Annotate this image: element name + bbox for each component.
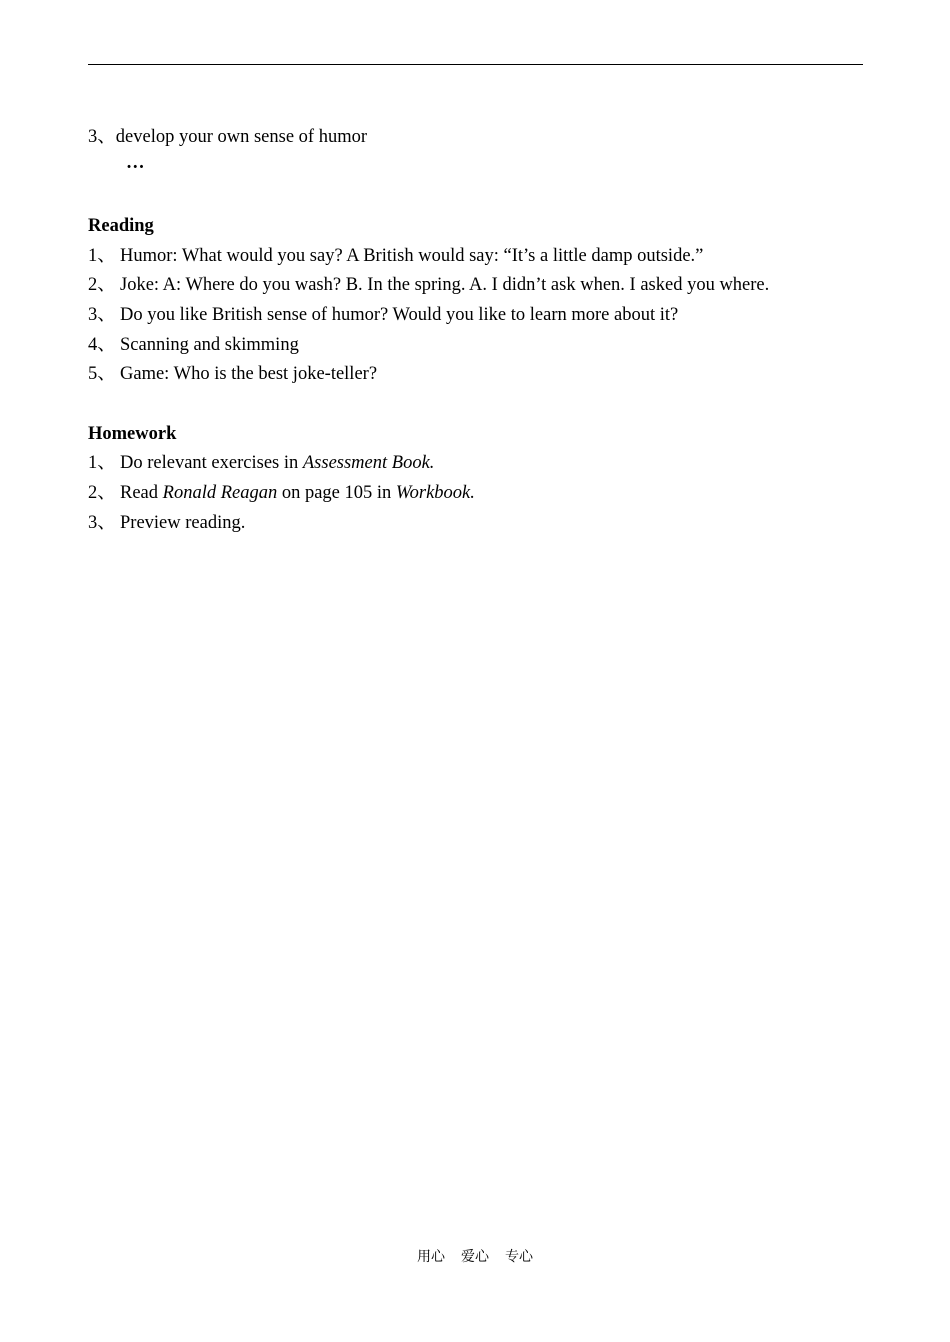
header-rule (88, 64, 863, 65)
homework-item-1-book: Assessment Book. (302, 453, 435, 473)
homework-item-2 (88, 482, 475, 504)
homework-item-2-title: Ronald Reagan (162, 483, 278, 503)
reading-item-1-number: 1、 (88, 246, 116, 266)
homework-item-2-book: Workbook. (395, 483, 475, 503)
intro-item-3 (88, 126, 367, 148)
reading-item-3-number: 3、 (88, 305, 116, 325)
intro-item-3-text: develop your own sense of humor (115, 127, 368, 147)
reading-item-2-text: Joke: A: Where do you wash? B. In the spring. A. I didn’t ask when. I asked you where. (120, 275, 770, 295)
homework-item-1 (88, 452, 434, 474)
homework-item-2-text-a: Read (120, 483, 163, 503)
homework-item-2-number: 2、 (88, 483, 116, 503)
reading-item-4-text: Scanning and skimming (120, 335, 299, 355)
page-footer (0, 1247, 950, 1267)
homework-item-1-number: 1、 (88, 453, 116, 473)
reading-item-4 (88, 334, 299, 356)
homework-heading: Homework (88, 424, 177, 444)
reading-item-3 (88, 304, 678, 326)
footer-part-2: 爱心 (461, 1249, 489, 1265)
homework-item-2-text-b: on page 105 in (277, 483, 396, 503)
reading-item-2-number: 2、 (88, 275, 116, 295)
reading-item-4-number: 4、 (88, 335, 116, 355)
reading-item-1 (88, 245, 703, 267)
reading-item-5-number: 5、 (88, 364, 116, 384)
homework-item-3-number: 3、 (88, 513, 116, 533)
reading-item-5-text: Game: Who is the best joke-teller? (120, 364, 378, 384)
homework-item-1-text: Do relevant exercises in (120, 453, 303, 473)
homework-item-3-text: Preview reading. (120, 513, 246, 533)
ellipsis: … (126, 153, 146, 173)
reading-item-1-text: Humor: What would you say? A British would say: “It’s a little damp outside.” (120, 246, 704, 266)
intro-item-3-number: 3、 (88, 127, 116, 147)
reading-item-5 (88, 363, 377, 385)
reading-item-3-text: Do you like British sense of humor? Would you like to learn more about it? (120, 305, 679, 325)
homework-item-3 (88, 512, 245, 534)
footer-part-1: 用心 (417, 1249, 445, 1265)
reading-heading: Reading (88, 216, 154, 236)
footer-part-3: 专心 (505, 1249, 533, 1265)
reading-item-2 (88, 274, 769, 296)
